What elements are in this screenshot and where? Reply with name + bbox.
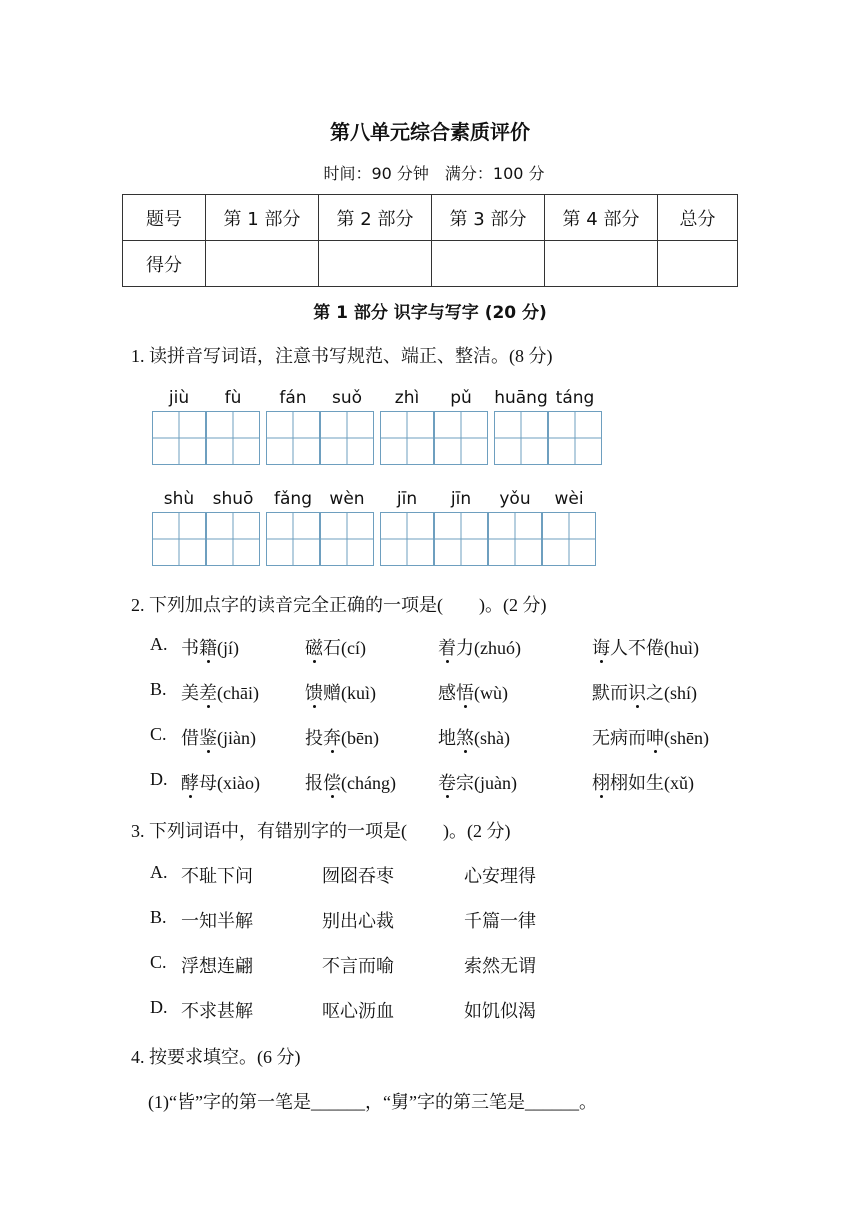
- question-4-part-1: (1)“皆”字的第一笔是______，“舅”字的第三笔是______。: [148, 1092, 597, 1112]
- score-table: [122, 194, 738, 287]
- option-item: 栩栩如生(xǔ): [592, 773, 694, 793]
- option-item: 无病而呻(shēn): [592, 728, 709, 748]
- score-header-cell: 第 4 部分: [545, 195, 658, 241]
- option-label: A.: [150, 862, 168, 882]
- option-item: 不耻下问: [181, 866, 253, 886]
- option-label: C.: [150, 724, 167, 744]
- option-item: 酵母(xiào): [181, 773, 260, 793]
- writing-box[interactable]: [266, 512, 320, 566]
- pinyin-label: shuō: [212, 489, 254, 509]
- pinyin-label: fǎng: [274, 489, 312, 509]
- option-item: 索然无谓: [464, 956, 536, 976]
- score-input-cell[interactable]: [206, 241, 319, 287]
- option-item: 卷宗(juàn): [438, 773, 517, 793]
- exam-time-score: 时间：90 分钟 满分：100 分: [323, 164, 545, 183]
- writing-box[interactable]: [266, 411, 320, 465]
- writing-box[interactable]: [488, 512, 542, 566]
- pinyin-label: suǒ: [331, 388, 363, 408]
- score-input-cell[interactable]: [319, 241, 432, 287]
- writing-box[interactable]: [542, 512, 596, 566]
- score-header-cell: 第 3 部分: [432, 195, 545, 241]
- writing-box[interactable]: [206, 512, 260, 566]
- score-input-cell[interactable]: [432, 241, 545, 287]
- option-item: 着力(zhuó): [438, 638, 521, 658]
- option-item: 投奔(bēn): [305, 728, 379, 748]
- writing-box[interactable]: [494, 411, 548, 465]
- section-heading: 第 1 部分 识字与写字 (20 分): [313, 303, 547, 323]
- option-item: 不求甚解: [181, 1001, 253, 1021]
- option-item: 馈赠(kuì): [305, 683, 376, 703]
- pinyin-label: jiù: [168, 388, 190, 408]
- pinyin-label: wèn: [329, 489, 365, 509]
- option-label: D.: [150, 769, 168, 789]
- pinyin-label: shù: [163, 489, 195, 509]
- option-label: B.: [150, 907, 167, 927]
- writing-box[interactable]: [434, 512, 488, 566]
- option-item: 默而识之(shí): [592, 683, 697, 703]
- option-item: 美差(chāi): [181, 683, 259, 703]
- option-item: 千篇一律: [464, 911, 536, 931]
- option-item: 呕心沥血: [322, 1001, 394, 1021]
- writing-box[interactable]: [380, 512, 434, 566]
- option-label: A.: [150, 634, 168, 654]
- option-item: 如饥似渴: [464, 1001, 536, 1021]
- option-label: B.: [150, 679, 167, 699]
- writing-box[interactable]: [320, 411, 374, 465]
- writing-box[interactable]: [206, 411, 260, 465]
- question-2: 2. 下列加点字的读音完全正确的一项是( )。(2 分): [131, 595, 547, 615]
- question-4: 4. 按要求填空。(6 分): [131, 1047, 301, 1067]
- page-title: 第八单元综合素质评价: [330, 120, 530, 144]
- score-header-cell: 总分: [658, 195, 738, 241]
- writing-box[interactable]: [320, 512, 374, 566]
- question-1: 1. 读拼音写词语，注意书写规范、端正、整洁。(8 分): [131, 346, 553, 366]
- option-item: 感悟(wù): [438, 683, 508, 703]
- option-item: 不言而喻: [322, 956, 394, 976]
- pinyin-label: jīn: [450, 489, 472, 509]
- option-item: 诲人不倦(huì): [592, 638, 699, 658]
- option-item: 书籍(jí): [181, 638, 239, 658]
- pinyin-label: zhì: [394, 388, 420, 408]
- option-item: 浮想连翩: [181, 956, 253, 976]
- option-item: 别出心裁: [322, 911, 394, 931]
- option-item: 报偿(cháng): [305, 773, 396, 793]
- pinyin-label: wèi: [554, 489, 584, 509]
- option-item: 心安理得: [464, 866, 536, 886]
- score-header-cell: 第 2 部分: [319, 195, 432, 241]
- writing-box[interactable]: [380, 411, 434, 465]
- pinyin-label: huāng: [494, 388, 548, 408]
- score-header-cell: 第 1 部分: [206, 195, 319, 241]
- option-item: 磁石(cí): [305, 638, 366, 658]
- score-row-label: 得分: [123, 241, 206, 287]
- option-item: 囫囵吞枣: [322, 866, 394, 886]
- option-item: 一知半解: [181, 911, 253, 931]
- score-header-cell: 题号: [123, 195, 206, 241]
- question-3: 3. 下列词语中，有错别字的一项是( )。(2 分): [131, 821, 511, 841]
- pinyin-label: fán: [279, 388, 307, 408]
- writing-box[interactable]: [548, 411, 602, 465]
- score-input-cell[interactable]: [658, 241, 738, 287]
- pinyin-label: fù: [224, 388, 242, 408]
- writing-box[interactable]: [434, 411, 488, 465]
- pinyin-label: táng: [555, 388, 595, 408]
- option-label: D.: [150, 997, 168, 1017]
- writing-box[interactable]: [152, 411, 206, 465]
- score-input-cell[interactable]: [545, 241, 658, 287]
- option-item: 借鉴(jiàn): [181, 728, 256, 748]
- pinyin-label: jīn: [396, 489, 418, 509]
- pinyin-label: pǔ: [450, 388, 472, 408]
- writing-box[interactable]: [152, 512, 206, 566]
- score-table-header-row: [123, 195, 738, 241]
- option-label: C.: [150, 952, 167, 972]
- score-table-score-row: [123, 241, 738, 287]
- option-item: 地煞(shà): [438, 728, 510, 748]
- pinyin-label: yǒu: [499, 489, 531, 509]
